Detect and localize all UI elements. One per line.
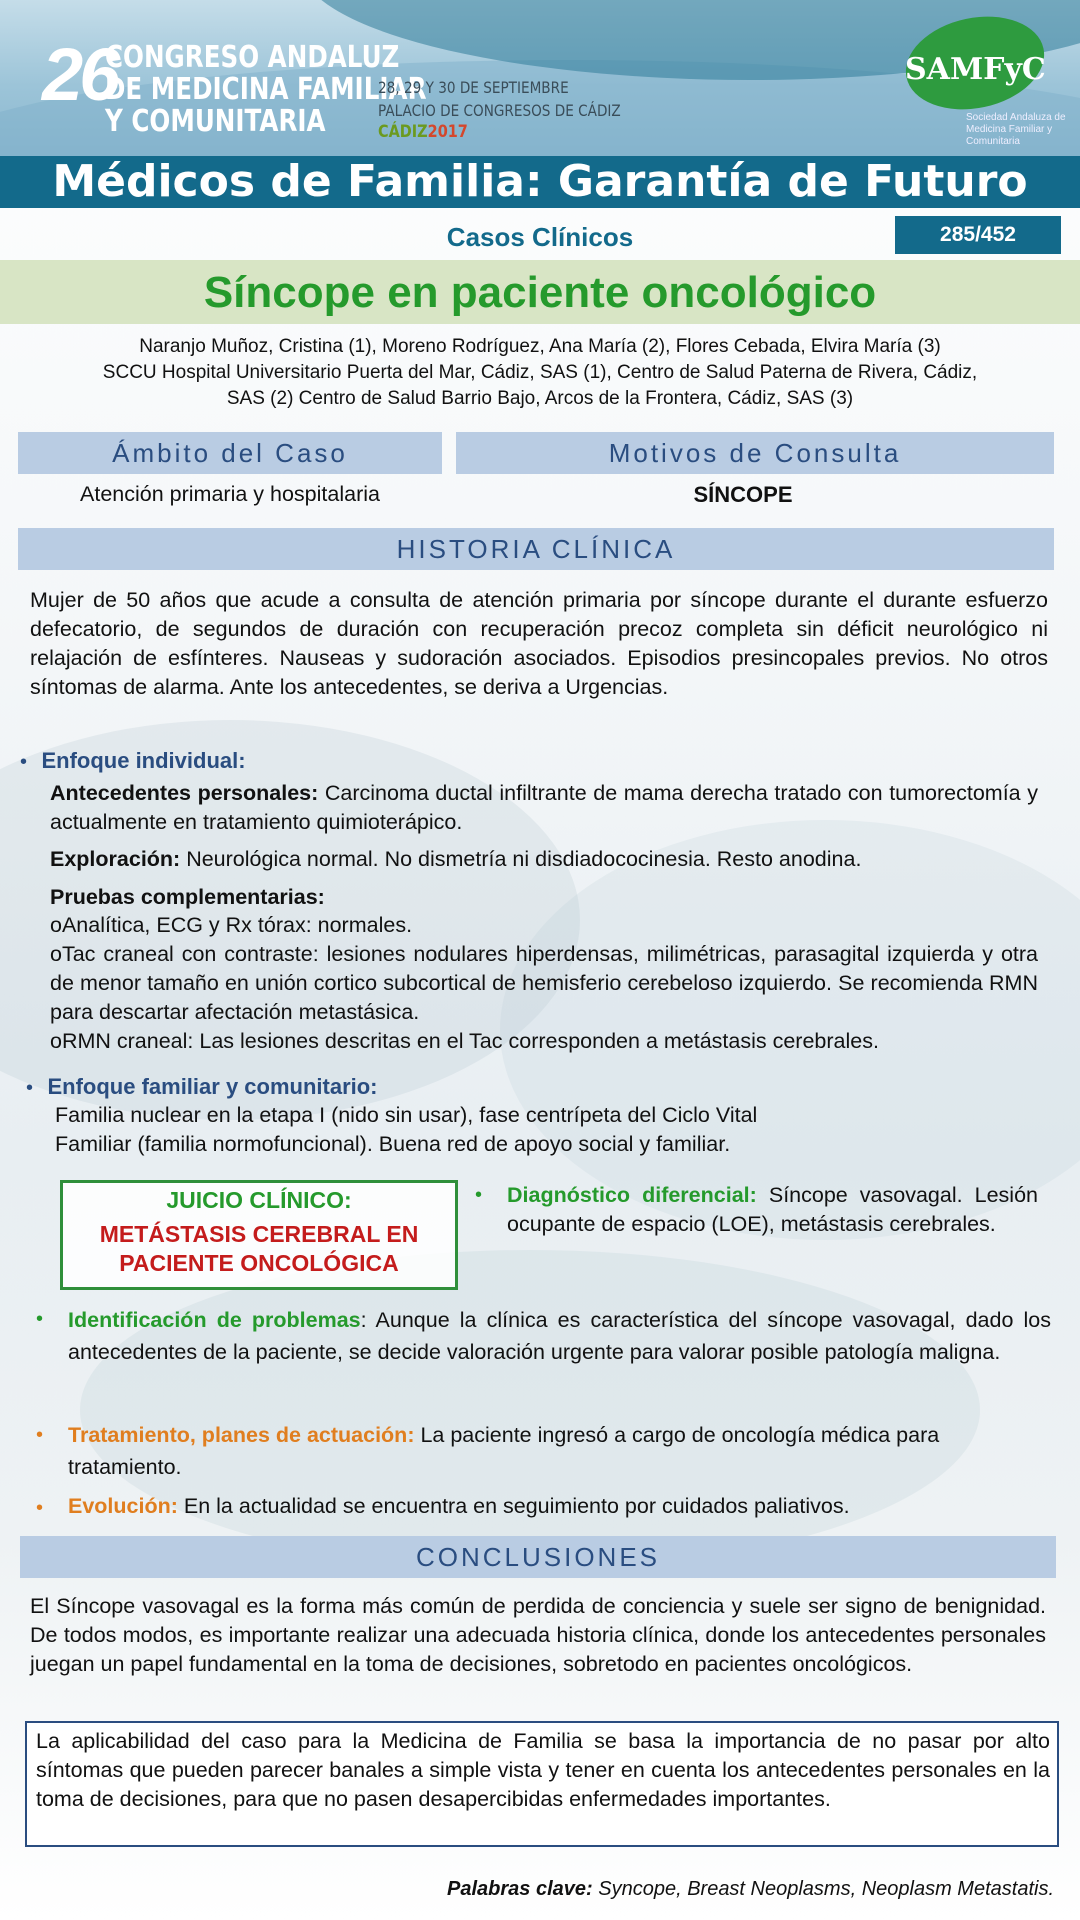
- authors-line: Naranjo Muñoz, Cristina (1), Moreno Rodríguez, Ana María (2), Flores Cebada, Elvira María (3): [139, 336, 941, 357]
- juicio-clinico-value-line-1: METÁSTASIS CEREBRAL EN: [99, 1221, 419, 1247]
- identificacion-label: Identificación de problemas: [68, 1308, 361, 1332]
- congress-title-line-3: Y COMUNITARIA: [105, 104, 326, 139]
- enfoque-individual-label: Enfoque individual:: [41, 748, 246, 773]
- keywords: [447, 1878, 1054, 1901]
- historia-heading: HISTORIA CLÍNICA: [18, 528, 1054, 570]
- evolucion-text: En la actualidad se encuentra en seguimiento por cuidados paliativos.: [177, 1494, 850, 1518]
- aplicabilidad-text: La aplicabilidad del caso para la Medicina de Familia se basa la importancia de no pasar por alto síntomas que pueden parecer banales a simple vista y tener en cuenta los antecedentes personales en la toma de decisiones, para que no pasen desapercibidas enfermedades importantes.: [36, 1729, 1050, 1811]
- ambito-heading: Ámbito del Caso: [18, 432, 442, 474]
- category-label: Casos Clínicos: [446, 222, 634, 252]
- keywords-label: Palabras clave:: [447, 1878, 593, 1900]
- congress-title-line-1: CONGRESO ANDALUZ: [105, 40, 400, 75]
- juicio-clinico-value-line-2: PACIENTE ONCOLÓGICA: [119, 1250, 399, 1276]
- historia-intro: Mujer de 50 años que acude a consulta de atención primaria por síncope durante el durante esfuerzo defecatorio, de segundos de duración con recuperación precoz completa sin déficit neurológico ni relajación de esfínteres. Nauseas y sudoración asociados. Episodios presincopales previos. No otros síntomas de alarma. Ante los antecedentes, se deriva a Urgencias.: [30, 588, 1048, 699]
- ambito-value: Atención primaria y hospitalaria: [80, 482, 380, 506]
- antecedentes-text: Carcinoma ductal infiltrante de mama derecha tratado con tumorectomía y actualmente en tratamiento quimioterápico.: [50, 781, 1038, 834]
- keywords-text: Syncope, Breast Neoplasms, Neoplasm Metastatis.: [592, 1878, 1054, 1900]
- samfyc-logo-text: SAMFyC: [905, 52, 1046, 87]
- diagnostico-text: Síncope vasovagal. Lesión ocupante de espacio (LOE), metástasis cerebrales.: [507, 1183, 1038, 1236]
- event-dates: 28, 29 Y 30 DE SEPTIEMBRE: [378, 78, 569, 97]
- prueba-item: oAnalítica, ECG y Rx tórax: normales.: [50, 913, 413, 937]
- affiliation-line-2: SAS (2) Centro de Salud Barrio Bajo, Arcos de la Frontera, Cádiz, SAS (3): [226, 388, 854, 409]
- enfoque-familiar: [26, 1072, 1056, 1103]
- motivos-heading: Motivos de Consulta: [456, 432, 1054, 474]
- case-title: Síncope en paciente oncológico: [203, 268, 877, 317]
- evolucion: [68, 1492, 1051, 1521]
- background-decoration: [80, 1250, 980, 1570]
- motivos-value: SÍNCOPE: [693, 482, 793, 507]
- enfoque-familiar-line-1: Familia nuclear en la etapa I (nido sin usar), fase centrípeta del Ciclo Vital: [55, 1103, 758, 1127]
- bullet-icon: •: [20, 751, 28, 773]
- bullet-icon: •: [26, 1077, 34, 1099]
- pruebas-label: Pruebas complementarias:: [50, 885, 325, 909]
- identificacion-problemas: [68, 1304, 1051, 1368]
- tratamiento-text: La paciente ingresó a cargo de oncología médica para tratamiento.: [68, 1423, 940, 1479]
- juicio-clinico-label: JUICIO CLÍNICO:: [166, 1187, 352, 1213]
- conclusiones-text: El Síncope vasovagal es la forma más común de perdida de conciencia y suele ser signo de benignidad. De todos modos, es importante realizar una adecuada historia clínica, donde los antecedentes personales juegan un papel fundamental en la toma de decisiones, sobretodo en pacientes oncológicos.: [30, 1594, 1046, 1676]
- diagnostico-label: Diagnóstico diferencial:: [507, 1183, 757, 1207]
- prueba-item: oRMN craneal: Las lesiones descritas en el Tac corresponden a metástasis cerebrales.: [50, 1029, 879, 1053]
- case-number-badge: 285/452: [895, 216, 1061, 254]
- event-city-name: CÁDIZ: [378, 122, 428, 142]
- exploracion-label: Exploración:: [50, 847, 181, 871]
- event-city: [378, 121, 468, 143]
- enfoque-individual: [20, 746, 1060, 777]
- banner-title: Médicos de Familia: Garantía de Futuro: [52, 156, 1028, 207]
- congress-number: 26: [42, 33, 117, 116]
- event-year: 2017: [427, 122, 468, 142]
- antecedentes-label: Antecedentes personales:: [50, 781, 319, 805]
- event-venue: PALACIO DE CONGRESOS DE CÁDIZ: [378, 101, 621, 120]
- bullet-icon: •: [36, 1497, 44, 1519]
- bullet-icon: •: [36, 1424, 44, 1446]
- bullet-icon: •: [36, 1308, 44, 1330]
- diagnostico-diferencial: [507, 1181, 1038, 1239]
- bullet-icon: •: [475, 1184, 483, 1206]
- tratamiento: [68, 1419, 1051, 1483]
- affiliation-line-1: SCCU Hospital Universitario Puerta del Mar, Cádiz, SAS (1), Centro de Salud Paterna de Rivera, Cádiz,: [102, 362, 978, 383]
- conclusiones-heading: CONCLUSIONES: [20, 1536, 1056, 1578]
- exploracion: [50, 845, 1038, 874]
- enfoque-familiar-line-2: Familiar (familia normofuncional). Buena red de apoyo social y familiar.: [55, 1132, 731, 1156]
- exploracion-text: Neurológica normal. No dismetría ni disdiadococinesia. Resto anodina.: [180, 847, 862, 871]
- samfyc-logo-subtitle: Sociedad Andaluza de Medicina Familiar y Comunitaria: [966, 112, 1066, 147]
- prueba-item: oTac craneal con contraste: lesiones nodulares hiperdensas, milimétricas, parasagital izquierda y otra de menor tamaño en unión cortico subcortical de hemisferio cerebeloso izquierdo. Se recomienda RMN para descartar afectación metastásica.: [50, 942, 1038, 1024]
- tratamiento-label: Tratamiento, planes de actuación:: [68, 1423, 415, 1447]
- congress-title-line-2: DE MEDICINA FAMILIAR: [105, 72, 427, 107]
- enfoque-familiar-label: Enfoque familiar y comunitario:: [47, 1074, 378, 1099]
- identificacion-text: : Aunque la clínica es característica del síncope vasovagal, dado los antecedentes de la paciente, se decide valoración urgente para valorar posible patología maligna.: [68, 1308, 1051, 1364]
- antecedentes: [50, 779, 1038, 837]
- evolucion-label: Evolución:: [68, 1494, 178, 1518]
